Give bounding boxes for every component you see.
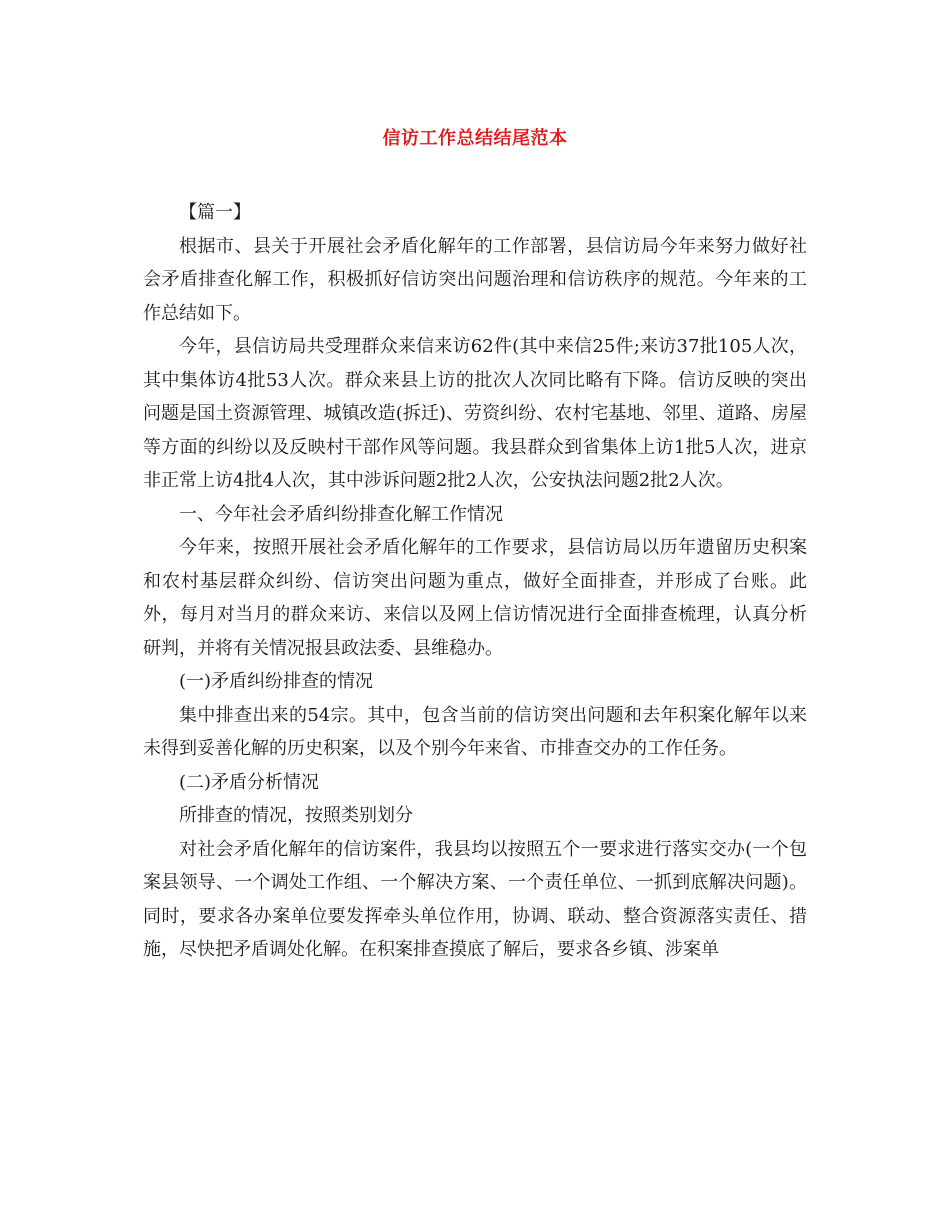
paragraph-classification: 所排查的情况，按照类别划分 [179, 805, 413, 826]
section-heading-part-one: 【篇一】 [179, 202, 251, 223]
paragraph-investigation: 今年来，按照开展社会矛盾化解年的工作要求，县信访局以历年遗留历史积案和农村基层群众纠纷、信访突出问题为重点，做好全面排查，并形成了台账。此外，每月对当月的群众来访、来信以及网上信访情况进行全面排查梳理，认真分析研判，并将有关情况报县政法委、县维稳办。 [143, 537, 807, 659]
subsection-heading-2: (二)矛盾分析情况 [179, 771, 320, 793]
section-heading-one: 一、今年社会矛盾纠纷排查化解工作情况 [179, 503, 503, 525]
subsection-heading-1: (一)矛盾纠纷排查的情况 [179, 671, 374, 692]
document-title: 信访工作总结结尾范本 [382, 128, 568, 149]
paragraph-statistics: 今年，县信访局共受理群众来信来访62件(其中来信25件;来访37批105人次，其中集体访4批53人次。群众来县上访的批次人次同比略有下降。信访反映的突出问题是国土资源管理、城镇改造(拆迁)、劳资纠纷、农村宅基地、邻里、道路、房屋等方面的纠纷以及反映村干部作风等问题。我县群众到省集体上访1批5人次，进京非正常上访4批4人次，其中涉诉问题2批2人次，公安执法问题2批2人次。 [143, 336, 807, 491]
document-body [143, 196, 807, 967]
paragraph-intro: 根据市、县关于开展社会矛盾化解年的工作部署，县信访局今年来努力做好社会矛盾排查化解工作，积极抓好信访突出问题治理和信访秩序的规范。今年来的工作总结如下。 [143, 235, 807, 324]
paragraph-measures: 对社会矛盾化解年的信访案件，我县均以按照五个一要求进行落实交办(一个包案县领导、一个调处工作组、一个解决方案、一个责任单位、一抓到底解决问题)。同时，要求各办案单位要发挥牵头单位作用，协调、联动、整合资源落实责任、措施，尽快把矛盾调处化解。在积案排查摸底了解后，要求各乡镇、涉案单 [143, 838, 807, 960]
paragraph-case-count: 集中排查出来的54宗。其中，包含当前的信访突出问题和去年积案化解年以来未得到妥善化解的历史积案，以及个别今年来省、市排查交办的工作任务。 [143, 704, 807, 759]
